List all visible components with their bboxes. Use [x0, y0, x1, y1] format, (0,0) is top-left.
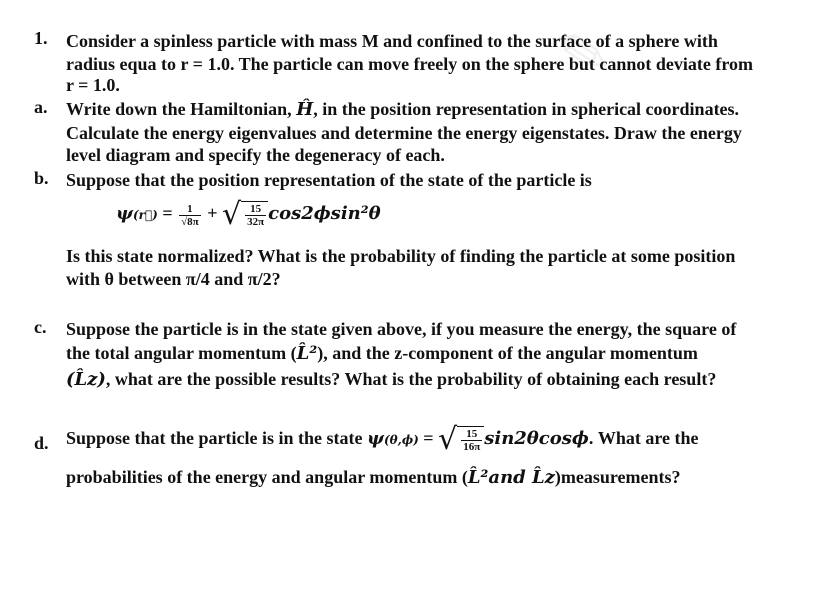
eq-psi: ψ: [116, 203, 133, 225]
part-b-line-3: with θ between π/4 and π/2?: [66, 269, 281, 289]
part-b-line-2: Is this state normalized? What is the probability of finding the particle at some position: [66, 246, 736, 266]
eq-frac-2: [245, 203, 266, 228]
part-c-label: c.: [34, 317, 47, 337]
hamiltonian-symbol: Ĥ: [296, 99, 314, 120]
eq-frac-2-num: 15: [245, 203, 266, 216]
eq-frac-2-den: 32π: [247, 215, 265, 228]
part-c-line-3-text: , what are the possible results? What is the probability of obtaining each result?: [105, 369, 717, 389]
eq-d-frac-den: 16π: [463, 440, 481, 453]
eq-equals: =: [162, 203, 173, 224]
eq-d-frac-num: 15: [461, 428, 482, 441]
l-ops: L̂²and L̂z: [467, 467, 555, 488]
problem-number: 1.: [34, 28, 48, 48]
part-b-line-1: Suppose that the position representation of the state of the particle is: [66, 170, 592, 190]
problem-line-2: radius equa to r = 1.0. The particle can move freely on the sphere but cannot deviate from: [66, 54, 754, 74]
eq-d-equals: =: [423, 428, 434, 449]
part-c-line-2-text: the total angular momentum (: [66, 343, 297, 363]
part-a-line-2: Calculate the energy eigenvalues and determine the energy eigenstates. Draw the energy: [66, 123, 742, 143]
part-b-label: b.: [34, 168, 49, 188]
watermark: ✎: [553, 16, 617, 93]
eq-d-psi-sub: (θ,ϕ): [383, 433, 419, 448]
part-c-line-2-text-end: ), and the z-component of the angular momentum: [317, 343, 698, 363]
eq-tail: cos2ϕsin²θ: [268, 203, 381, 225]
sqrt-sign: √: [221, 197, 242, 232]
part-d-line-1-text-end: . What are the: [588, 428, 699, 449]
eq-d-psi: ψ: [367, 428, 384, 450]
part-a-label: a.: [34, 97, 48, 117]
part-a-line-1: [66, 98, 739, 121]
eq-d-tail: sin2θcosϕ: [484, 428, 589, 450]
part-d-line-1: [66, 422, 699, 461]
part-d-line-2-text-end: )measurements?: [554, 467, 681, 487]
part-d-label: d.: [34, 433, 49, 453]
eq-sqrt: [221, 197, 268, 232]
eq-psi-sub: (r⃗): [132, 208, 158, 223]
part-d-line-1-text: Suppose that the particle is in the state: [66, 428, 367, 449]
eq-plus: +: [207, 203, 218, 224]
lz-op: (L̂z): [66, 369, 106, 390]
part-c-line-3: [66, 368, 716, 391]
problem-line-1: Consider a spinless particle with mass M and confined to the surface of a sphere with: [66, 31, 718, 51]
l-squared-op: L̂²: [296, 343, 318, 364]
part-c-line-2: [66, 342, 698, 365]
part-a-line-3: level diagram and specify the degeneracy of each.: [66, 145, 445, 165]
sqrt-sign-d: √: [438, 422, 458, 457]
eq-d-sqrt: [438, 422, 484, 457]
eq-frac-1: [179, 203, 201, 228]
eq-frac-1-num: 1: [179, 203, 201, 216]
part-d-line-2-text: probabilities of the energy and angular momentum (: [66, 467, 468, 487]
part-d-line-2: [66, 466, 681, 489]
part-c-line-1: Suppose the particle is in the state given above, if you measure the energy, the square of: [66, 319, 737, 339]
eq-frac-1-den: √8π: [181, 215, 199, 228]
part-a-line-1-text: Write down the Hamiltonian,: [66, 99, 297, 119]
problem-line-3: r = 1.0.: [66, 75, 120, 95]
part-a-line-1-text-end: , in the position representation in spherical coordinates.: [313, 99, 740, 119]
part-b-equation: [116, 197, 381, 236]
eq-d-frac: [461, 428, 482, 453]
